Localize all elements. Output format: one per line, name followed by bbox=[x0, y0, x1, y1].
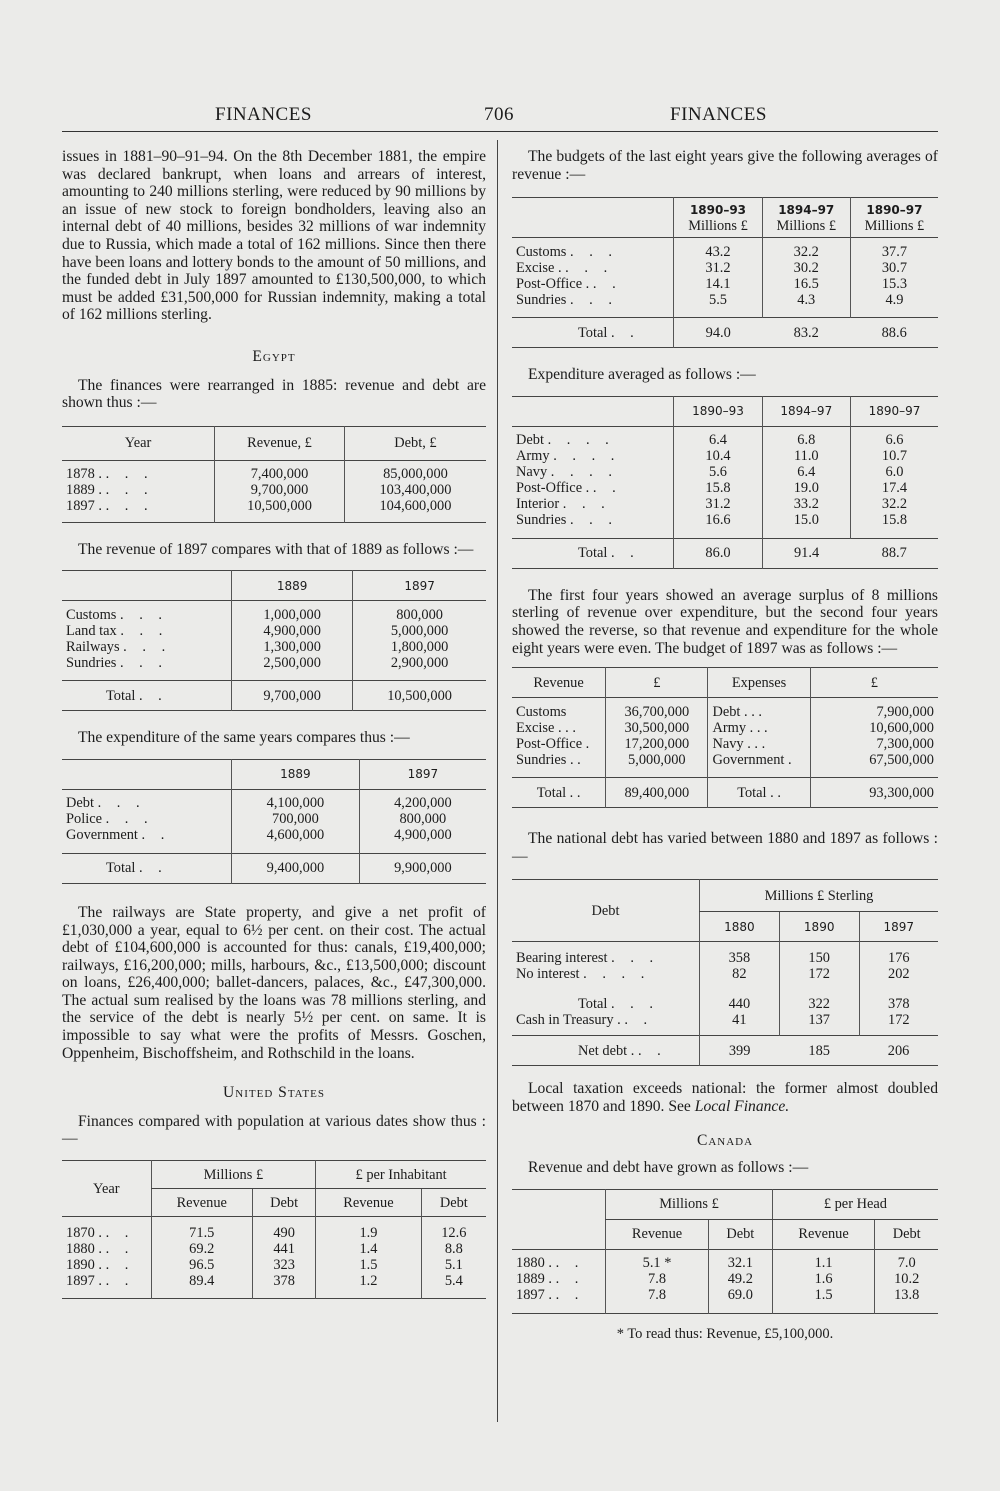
col-group-header: £ per Inhabitant bbox=[316, 1161, 486, 1189]
col-header: Revenue bbox=[533, 674, 584, 691]
table-row: 1880 . . . 69.2 441 1.4 8.8 bbox=[62, 1241, 486, 1257]
egypt-heading: Egypt bbox=[252, 347, 296, 365]
total-row: Total . . 94.0 83.2 88.6 bbox=[512, 318, 938, 348]
table-row: 1889 . . . . 9,700,000 103,400,000 bbox=[62, 482, 486, 498]
canada-heading: Canada bbox=[696, 1131, 754, 1149]
total-row: Total . . 86.0 91.4 88.7 bbox=[512, 538, 938, 568]
col-header: 1897 bbox=[359, 759, 486, 789]
col-group-header: Millions £ Sterling bbox=[699, 880, 938, 912]
running-head-right: FINANCES bbox=[670, 104, 767, 125]
united-states-table bbox=[62, 1160, 486, 1299]
col-header: 1880 bbox=[699, 912, 779, 942]
table-row: Customs . . . 43.2 32.2 37.7 bbox=[512, 244, 938, 260]
table-row: Post-Office . 17,200,000 Navy . . . 7,300,000 bbox=[512, 736, 938, 752]
col-header: Debt, £ bbox=[344, 426, 486, 460]
total-row: Total . . 9,400,000 9,900,000 bbox=[62, 853, 486, 883]
united-states-heading: United States bbox=[223, 1084, 325, 1102]
col-group-header: £ per Head bbox=[772, 1189, 938, 1219]
budget-1897-table bbox=[512, 667, 938, 808]
budget-averages-paragraph: The budgets of the last eight years give the following averages of revenue :— bbox=[512, 148, 938, 183]
col-header: 1889 bbox=[232, 759, 360, 789]
table-row: Navy . . . . 5.6 6.4 6.0 bbox=[512, 464, 938, 480]
footnote: * To read thus: Revenue, £5,100,000. bbox=[616, 1325, 834, 1342]
col-header: Year bbox=[93, 1180, 120, 1197]
table-row: Post-Office . . . 14.1 16.5 15.3 bbox=[512, 276, 938, 292]
col-header: Year bbox=[124, 435, 152, 452]
total-row: Total . . . 440 322 378 bbox=[512, 996, 938, 1012]
table-row: Customs 36,700,000 Debt . . . 7,900,000 bbox=[512, 704, 938, 720]
col-header: Debt bbox=[875, 1219, 938, 1249]
col-header: 1890–97 bbox=[866, 202, 923, 217]
table-row: No interest . . . . 82 172 202 bbox=[512, 966, 938, 982]
col-header: Revenue, £ bbox=[215, 426, 345, 460]
table-row: Land tax . . . 4,900,000 5,000,000 bbox=[62, 623, 486, 639]
local-taxation-paragraph: Local taxation exceeds national: the former almost doubled between 1870 and 1890. See Local Finance. bbox=[512, 1080, 938, 1115]
table-row: 1880 . . . 5.1 * 32.1 1.1 7.0 bbox=[512, 1255, 938, 1271]
table-row: 1870 . . . 71.5 490 1.9 12.6 bbox=[62, 1225, 486, 1241]
table-row: Excise . . . . 31.2 30.2 30.7 bbox=[512, 260, 938, 276]
table-row: 1889 . . . 7.8 49.2 1.6 10.2 bbox=[512, 1271, 938, 1287]
table-row: Army . . . . 10.4 11.0 10.7 bbox=[512, 448, 938, 464]
right-column bbox=[512, 148, 938, 1358]
intro-paragraph: issues in 1881–90–91–94. On the 8th December 1881, the empire was declared bankrupt, when loans and arrears of interest, amounting to 240 millions sterling, were reduced by 90 millions by an issue of new stock to foreign bondholders, leaving also an internal debt of 40 millions, besides 32 millions of war indemnity due to Russia, which made a total of 162 millions. Since then there have been loans and lottery bonds to the amount of 50 millions, and the funded debt in July 1897 amounted to £130,500,000, to which must be added £31,500,000 for Russian indemnity, making a total of 162 millions sterling. bbox=[62, 148, 486, 324]
column-divider bbox=[497, 140, 498, 1422]
table-row: Police . . . 700,000 800,000 bbox=[62, 811, 486, 827]
expenditure-compare-table bbox=[62, 759, 486, 884]
cross-reference: Local Finance. bbox=[694, 1097, 790, 1115]
col-header: Revenue bbox=[151, 1189, 252, 1217]
col-header: Debt bbox=[591, 902, 620, 919]
col-group-header: Millions £ bbox=[606, 1189, 773, 1219]
national-debt-table bbox=[512, 879, 938, 1066]
expenditure-compare-paragraph: The expenditure of the same years compares thus :— bbox=[78, 729, 410, 747]
table-row: Sundries . . . 2,500,000 2,900,000 bbox=[62, 655, 486, 671]
col-group-header: Millions £ bbox=[151, 1161, 316, 1189]
canada-table bbox=[512, 1189, 938, 1314]
revenue-compare-paragraph: The revenue of 1897 compares with that of 1889 as follows :— bbox=[78, 540, 474, 558]
table-row: Railways . . . 1,300,000 1,800,000 bbox=[62, 639, 486, 655]
col-header: 1894–97 bbox=[778, 202, 835, 217]
canada-paragraph: Revenue and debt have grown as follows :— bbox=[528, 1159, 809, 1177]
left-column bbox=[62, 148, 486, 1299]
col-header: Debt bbox=[708, 1219, 772, 1249]
col-header: 1897 bbox=[859, 912, 938, 942]
table-row: 1897 . . . . 10,500,000 104,600,000 bbox=[62, 498, 486, 514]
total-row: Total . . 9,700,000 10,500,000 bbox=[62, 681, 486, 711]
egypt-table bbox=[62, 426, 486, 523]
expenditure-averages-table bbox=[512, 396, 938, 569]
col-header: 1890 bbox=[779, 912, 859, 942]
col-header: 1897 bbox=[353, 571, 486, 601]
col-header: 1890–93 bbox=[689, 202, 747, 217]
col-header: Expenses bbox=[708, 668, 810, 698]
col-header: Debt bbox=[421, 1189, 486, 1217]
col-header: Revenue bbox=[316, 1189, 421, 1217]
col-header: 1889 bbox=[232, 571, 353, 601]
col-header: 1890–93 bbox=[674, 396, 762, 426]
table-row: Sundries . . . 16.6 15.0 15.8 bbox=[512, 512, 938, 528]
col-header: Debt bbox=[253, 1189, 316, 1217]
table-row: Sundries . . 5,000,000 Government . 67,500,000 bbox=[512, 752, 938, 768]
table-row: 1890 . . . 96.5 323 1.5 5.1 bbox=[62, 1257, 486, 1273]
national-debt-paragraph: The national debt has varied between 1880 and 1897 as follows :— bbox=[512, 830, 938, 865]
table-row: Government . . 4,600,000 4,900,000 bbox=[62, 827, 486, 843]
expenditure-averages-paragraph: Expenditure averaged as follows :— bbox=[528, 366, 756, 384]
table-row: Debt . . . 4,100,000 4,200,000 bbox=[62, 795, 486, 811]
col-header: 1890–97 bbox=[850, 396, 938, 426]
table-row: Cash in Treasury . . . 41 137 172 bbox=[512, 1012, 938, 1028]
revenue-averages-table: 1890–93 Millions £ 1894–97 Millions £ 1890–97 Millions £ Customs . . . 43.2 32.2 37.7 Excise . . . . 31.2 30.2 30.7 Post-Office . . . 14.1 16.5 15.3 Sundries . . . 5.5 4.3 4.9 Total . . 94.0 83.2 88.6 bbox=[512, 197, 938, 348]
header-rule bbox=[62, 131, 938, 132]
revenue-compare-table bbox=[62, 570, 486, 711]
table-row: Interior . . . 31.2 33.2 32.2 bbox=[512, 496, 938, 512]
table-row: Post-Office . . . 15.8 19.0 17.4 bbox=[512, 480, 938, 496]
col-header: Revenue bbox=[772, 1219, 875, 1249]
total-row: Total . . 89,400,000 Total . . 93,300,000 bbox=[512, 778, 938, 808]
col-header: 1894–97 bbox=[762, 396, 850, 426]
table-row: 1897 . . . 7.8 69.0 1.5 13.8 bbox=[512, 1287, 938, 1303]
table-row: Debt . . . . 6.4 6.8 6.6 bbox=[512, 432, 938, 448]
egypt-paragraph: The finances were rearranged in 1885: revenue and debt are shown thus :— bbox=[62, 376, 486, 412]
railways-paragraph: The railways are State property, and give a net profit of £1,030,000 a year, equal to 6½ per cent. on their cost. The actual debt of £104,600,000 is accounted for thus: canals, £19,400,000; railways, £16,200,000; mills, harbours, &c., £13,500,000; discount on loans, £26,400,000; ballet-dancers, palaces, &c., £47,300,000. The actual sum realised by the loans was 78 millions sterling, and the service of the debt is nearly 5½ per cent. on same. It is impossible to say what were the profits of Messrs. Goschen, Oppenheim, Bischoffsheim, and Rothschild in the loans. bbox=[62, 903, 486, 1062]
col-header: £ bbox=[606, 668, 708, 698]
page-number: 706 bbox=[484, 104, 514, 125]
table-row: Bearing interest . . . 358 150 176 bbox=[512, 950, 938, 966]
table-row: 1897 . . . 89.4 378 1.2 5.4 bbox=[62, 1273, 486, 1289]
table-row: Sundries . . . 5.5 4.3 4.9 bbox=[512, 292, 938, 308]
table-row: Customs . . . 1,000,000 800,000 bbox=[62, 607, 486, 623]
col-header: Revenue bbox=[606, 1219, 709, 1249]
surplus-paragraph: The first four years showed an average surplus of 8 millions sterling of revenue over expenditure, but the second four years showed the reverse, so that revenue and expenditure for the whole eight years were even. The budget of 1897 was as follows :— bbox=[512, 586, 938, 657]
table-row: 1878 . . . . 7,400,000 85,000,000 bbox=[62, 466, 486, 482]
net-debt-row: Net debt . . . 399 185 206 bbox=[512, 1036, 938, 1066]
running-head-left: FINANCES bbox=[215, 104, 312, 125]
table-row: Excise . . . 30,500,000 Army . . . 10,600,000 bbox=[512, 720, 938, 736]
united-states-paragraph: Finances compared with population at various dates show thus :— bbox=[62, 1112, 486, 1148]
col-header: £ bbox=[810, 668, 938, 698]
